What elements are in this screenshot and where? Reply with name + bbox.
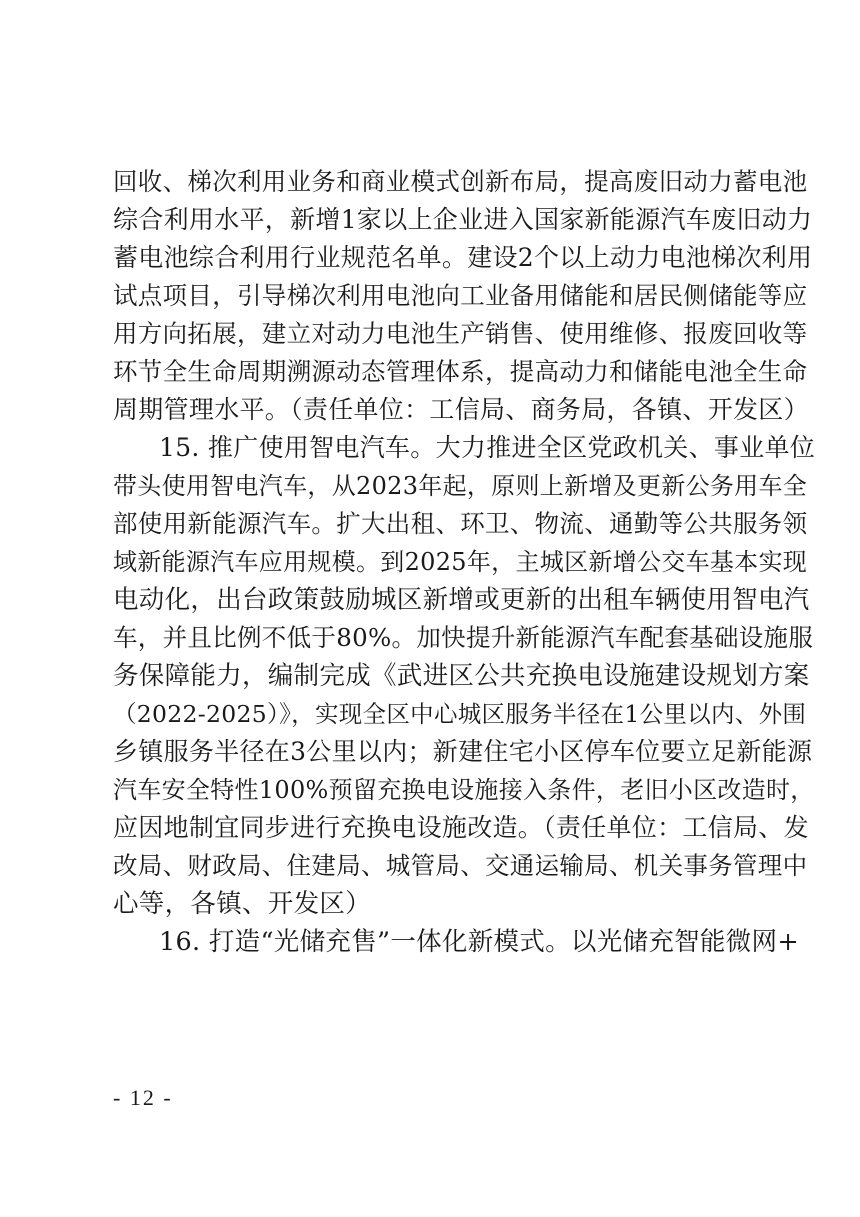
section-heading-16: 16. 打造“光储充售”一体化新模式。以光储充智能微网+: [159, 927, 799, 957]
text-line: （2022-2025）》，实现全区中心城区服务半径在1公里以内、外围: [113, 700, 807, 728]
page-number: - 12 -: [113, 1085, 173, 1110]
text-line: 综合利用水平，新增1家以上企业进入国家新能源汽车废旧动力: [113, 205, 813, 234]
text-line: 试点项目，引导梯次利用电池向工业备用储能和居民侧储能等应: [113, 281, 808, 310]
section-heading-15: 15. 推广使用智电汽车。大力推进全区党政机关、事业单位: [159, 433, 816, 462]
text-line: 电动化，出台政策鼓励城区新增或更新的出租车辆使用智电汽: [113, 585, 810, 615]
text-line: 周期管理水平。（责任单位：工信局、商务局，各镇、开发区）: [113, 395, 809, 424]
text-line: 务保障能力，编制完成《武进区公共充换电设施建设规划方案: [113, 661, 810, 691]
text-line: 改局、财政局、住建局、城管局、交通运输局、机关事务管理中: [113, 851, 808, 880]
text-line: 车，并且比例不低于80%。加快提升新能源汽车配套基础设施服: [113, 623, 814, 652]
text-line: 乡镇服务半径在3公里以内；新建住宅小区停车位要立足新能源: [113, 737, 813, 766]
text-line: 应因地制宜同步进行充换电设施改造。（责任单位：工信局、发: [113, 813, 809, 842]
text-line: 部使用新能源汽车。扩大出租、环卫、物流、通勤等公共服务领: [113, 509, 808, 538]
text-line: 蓄电池综合利用行业规范名单。建设2个以上动力电池梯次利用: [113, 243, 813, 272]
text-line: 汽车安全特性100%预留充换电设施接入条件，老旧小区改造时，: [113, 776, 815, 804]
text-line: 用方向拓展，建立对动力电池生产销售、使用维修、报废回收等: [113, 319, 808, 348]
text-line: 环节全生命周期溯源动态管理体系，提高动力和储能电池全生命: [113, 357, 808, 386]
text-line: 带头使用智电汽车，从2023年起，原则上新增及更新公务用车全: [113, 472, 808, 500]
text-line: 心等，各镇、开发区）: [113, 889, 372, 919]
text-line: 域新能源汽车应用规模。到2025年，主城区新增公交车基本实现: [113, 548, 808, 576]
text-line: 回收、梯次利用业务和商业模式创新布局，提高废旧动力蓄电池: [113, 167, 808, 196]
